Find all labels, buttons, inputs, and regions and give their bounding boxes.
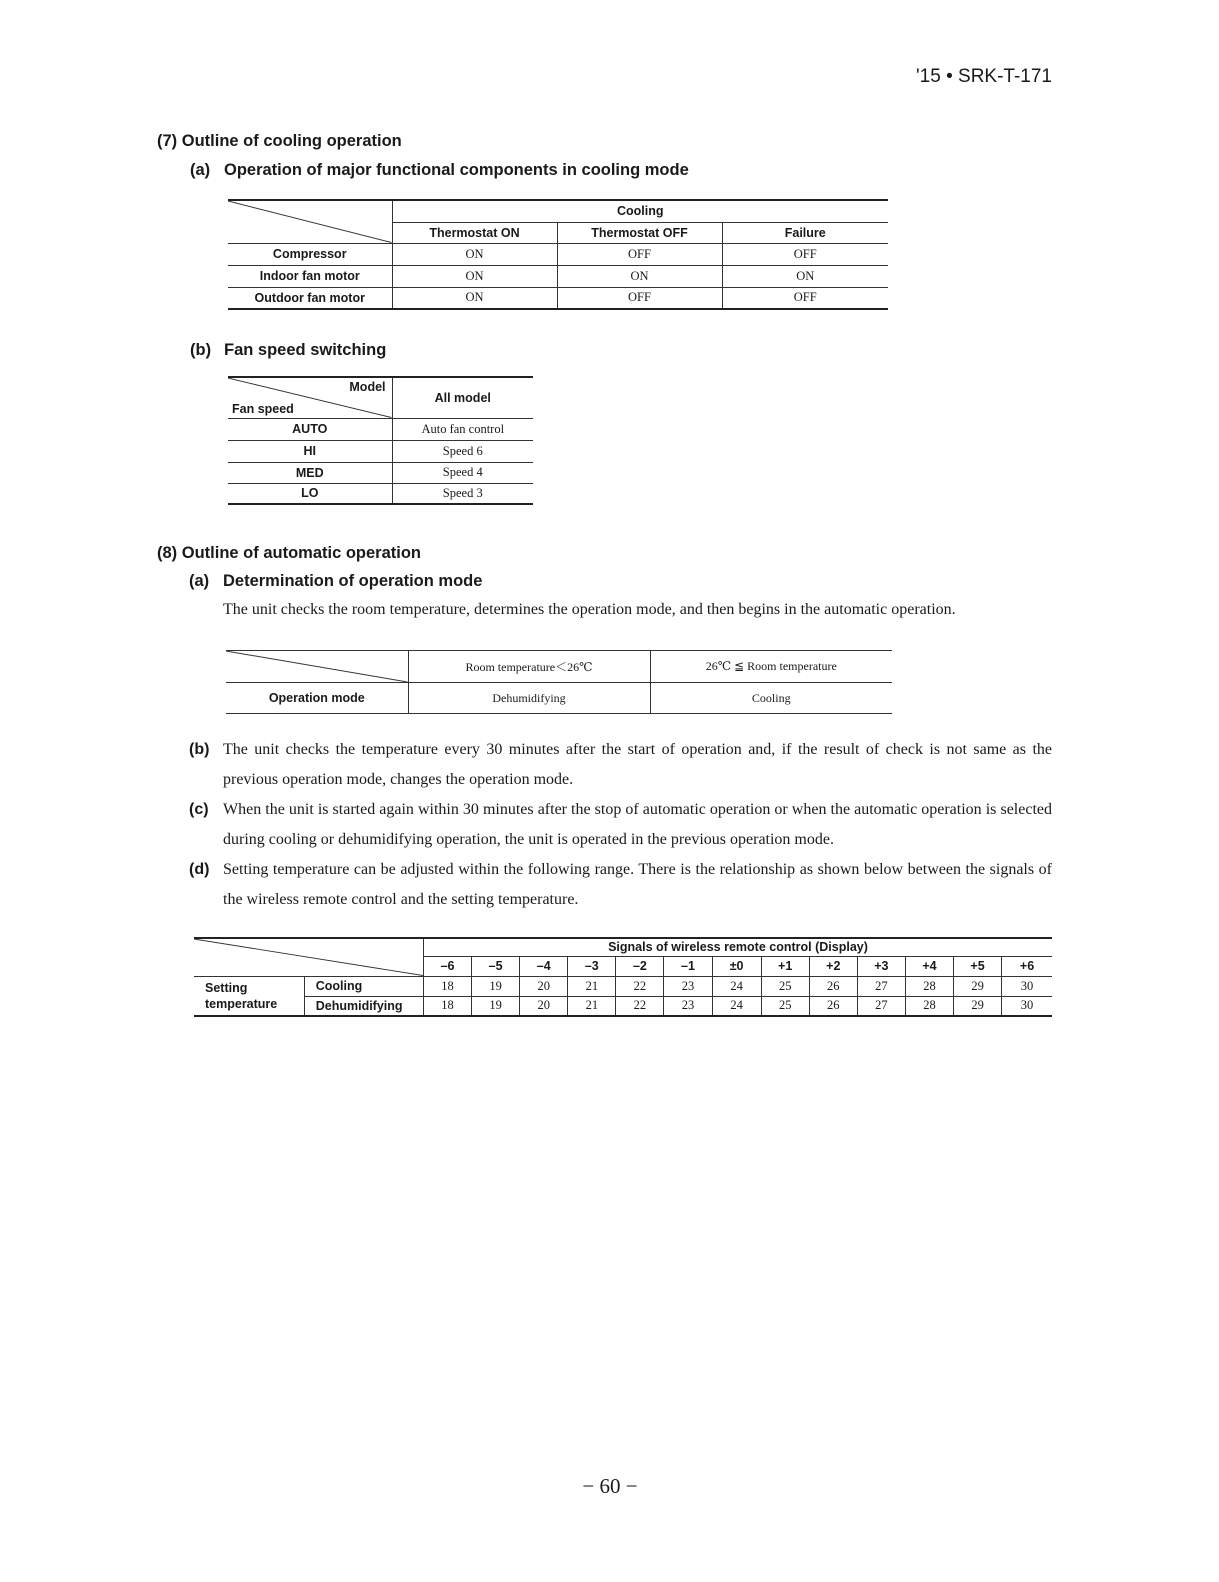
table-corner <box>228 200 392 243</box>
table-row <box>228 265 888 287</box>
signal-header: –2 <box>616 956 664 976</box>
table-cell: Cooling <box>650 683 892 714</box>
table-cell: 23 <box>664 996 712 1016</box>
table-cell: 30 <box>1002 996 1052 1016</box>
table-cell: 27 <box>857 976 905 996</box>
table-cell: 27 <box>857 996 905 1016</box>
table-corner <box>228 377 392 418</box>
row-header: Outdoor fan motor <box>228 287 392 309</box>
table-cell: 25 <box>761 996 809 1016</box>
table-cell: 18 <box>423 996 471 1016</box>
fan-speed-table <box>228 376 533 505</box>
signal-header: –1 <box>664 956 712 976</box>
signal-header: –4 <box>520 956 568 976</box>
section-8d-label: (d) <box>189 861 210 878</box>
table-row <box>228 462 533 483</box>
signal-header: –5 <box>472 956 520 976</box>
table-cell: 20 <box>520 976 568 996</box>
page-number: − 60 − <box>582 1474 638 1498</box>
corner-label-fan-speed: Fan speed <box>232 401 294 416</box>
table-cell: Speed 4 <box>392 462 533 483</box>
table-cell: ON <box>557 265 722 287</box>
row-header: LO <box>228 483 392 504</box>
table-row <box>194 996 1052 1016</box>
column-header: Thermostat OFF <box>557 222 722 243</box>
table-cell: 26 <box>809 976 857 996</box>
corner-label-model: Model <box>349 380 386 394</box>
table-cell: 22 <box>616 976 664 996</box>
section-8a-title: Determination of operation mode <box>223 572 483 590</box>
table-cell: 19 <box>472 996 520 1016</box>
signal-header: +3 <box>857 956 905 976</box>
table-cell: 29 <box>954 996 1002 1016</box>
table-corner <box>226 651 408 683</box>
row-header: Indoor fan motor <box>228 265 392 287</box>
section-8c-text: When the unit is started again within 30 minutes after the stop of automatic operation or when the automatic operation is selected during cooling or dehumidifying operation, the unit is operated in the previous operation mode. <box>223 801 1052 848</box>
section-7a-label: (a) <box>190 161 211 179</box>
table-row <box>228 418 533 440</box>
signal-header: –6 <box>423 956 471 976</box>
table-corner <box>194 938 423 976</box>
section-8a-label: (a) <box>189 572 210 590</box>
operation-mode-table <box>226 650 892 714</box>
cooling-components-table <box>228 199 888 310</box>
signal-header: +4 <box>905 956 953 976</box>
table-cell: 18 <box>423 976 471 996</box>
table-cell: OFF <box>557 243 722 265</box>
table-cell: 29 <box>954 976 1002 996</box>
section-8b-text: The unit checks the temperature every 30 minutes after the start of operation and, if the result of check is not same as the previous operation mode, changes the operation mode. <box>223 741 1052 788</box>
section-8a-text: The unit checks the room temperature, determines the operation mode, and then begins in the automatic operation. <box>223 601 956 618</box>
table-cell: 26 <box>809 996 857 1016</box>
table-cell: Speed 6 <box>392 440 533 462</box>
table-cell: ON <box>392 287 557 309</box>
remote-signals-table <box>194 937 1052 1017</box>
section-7b-title: Fan speed switching <box>224 341 387 359</box>
table-cell: 28 <box>905 976 953 996</box>
table-cell: 19 <box>472 976 520 996</box>
table-row <box>228 243 888 265</box>
table-row <box>226 683 892 714</box>
table-row <box>194 976 1052 996</box>
section-8c-label: (c) <box>189 801 209 818</box>
table-cell: 28 <box>905 996 953 1016</box>
table-cell: 24 <box>712 996 761 1016</box>
column-header: 26℃ ≦ Room temperature <box>650 651 892 683</box>
section-8a-heading <box>189 572 482 591</box>
section-7a-heading <box>190 161 689 180</box>
signal-header: +1 <box>761 956 809 976</box>
cooling-group-header: Cooling <box>392 200 888 222</box>
table-cell: 22 <box>616 996 664 1016</box>
table-cell: 24 <box>712 976 761 996</box>
column-header: All model <box>392 377 533 418</box>
table-cell: OFF <box>722 287 888 309</box>
table-cell: 23 <box>664 976 712 996</box>
row-header: MED <box>228 462 392 483</box>
table-cell: ON <box>392 243 557 265</box>
table-row <box>228 440 533 462</box>
section-7b-heading <box>190 341 386 360</box>
table-cell: Auto fan control <box>392 418 533 440</box>
table-cell: ON <box>722 265 888 287</box>
table-cell: 21 <box>568 996 616 1016</box>
document-code: '15 • SRK-T-171 <box>916 66 1052 87</box>
section-7-title: (7) Outline of cooling operation <box>157 132 402 150</box>
row-header: Operation mode <box>226 683 408 714</box>
signal-header: +6 <box>1002 956 1052 976</box>
table-cell: 20 <box>520 996 568 1016</box>
row-header: Dehumidifying <box>304 996 423 1016</box>
section-8b-label: (b) <box>189 741 210 758</box>
table-row <box>228 483 533 504</box>
table-cell: ON <box>392 265 557 287</box>
table-cell: 21 <box>568 976 616 996</box>
row-header: AUTO <box>228 418 392 440</box>
column-header: Failure <box>722 222 888 243</box>
section-7a-title: Operation of major functional components in cooling mode <box>224 161 689 179</box>
table-cell: OFF <box>722 243 888 265</box>
table-cell: Speed 3 <box>392 483 533 504</box>
row-header: Compressor <box>228 243 392 265</box>
signal-header: ±0 <box>712 956 761 976</box>
signal-header: –3 <box>568 956 616 976</box>
table-row <box>228 287 888 309</box>
table-cell: OFF <box>557 287 722 309</box>
column-header: Room temperature＜26℃ <box>408 651 650 683</box>
signals-group-header: Signals of wireless remote control (Display) <box>423 938 1052 956</box>
table-cell: 30 <box>1002 976 1052 996</box>
table-cell: Dehumidifying <box>408 683 650 714</box>
table-cell: 25 <box>761 976 809 996</box>
section-7b-label: (b) <box>190 341 212 359</box>
signal-header: +2 <box>809 956 857 976</box>
column-header: Thermostat ON <box>392 222 557 243</box>
setting-temperature-label: Setting temperature <box>194 976 304 1016</box>
signal-header: +5 <box>954 956 1002 976</box>
row-header: HI <box>228 440 392 462</box>
row-header: Cooling <box>304 976 423 996</box>
section-8-title: (8) Outline of automatic operation <box>157 544 422 562</box>
section-8d-text: Setting temperature can be adjusted within the following range. There is the relationship as shown below between the signals of the wireless remote control and the setting temperature. <box>223 861 1052 908</box>
